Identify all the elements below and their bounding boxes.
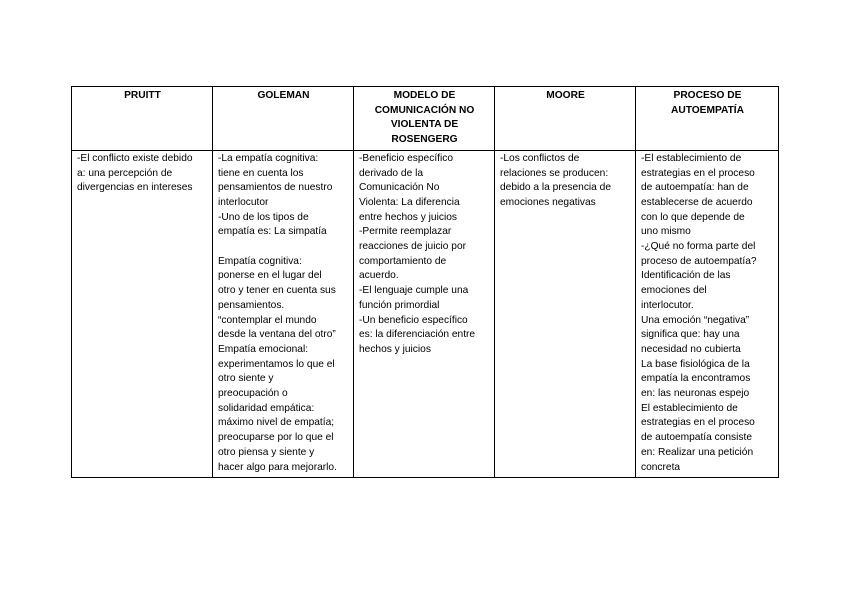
- cell-moore: [495, 150, 636, 477]
- cell-text-line: emociones negativas: [500, 196, 596, 208]
- cell-text-line: acuerdo.: [359, 270, 399, 282]
- cell-text-line: interlocutor.: [641, 299, 694, 311]
- cell-text-line: máximo nivel de empatía;: [218, 417, 335, 429]
- cell-text-line: ponerse en el lugar del: [218, 270, 322, 282]
- cell-text-line: solidaridad empática:: [218, 402, 315, 414]
- cell-text-line: hechos y juicios: [359, 343, 431, 355]
- cell-text-line: -Un beneficio específico: [359, 314, 468, 326]
- cell-text-line: otro siente y: [218, 373, 274, 385]
- cell-text-line: -Beneficio específico: [359, 152, 454, 164]
- cell-text-line: estrategias en el proceso: [641, 417, 755, 429]
- cell-text-line: estrategias en el proceso: [641, 167, 755, 179]
- cell-text-line: concreta: [641, 461, 681, 473]
- header-line: MODELO DE: [393, 90, 456, 101]
- cell-text-line: en: las neuronas espejo: [641, 388, 750, 400]
- cell-text-line: comportamiento de: [359, 255, 447, 267]
- cell-text-line: necesidad no cubierta: [641, 343, 741, 355]
- cell-text-line: divergencias en intereses: [77, 182, 193, 194]
- cell-text-line: hacer algo para mejorarlo.: [218, 461, 337, 473]
- header-line: PROCESO DE: [673, 90, 742, 101]
- cell-text-line: empatía la encontramos: [641, 373, 751, 385]
- cell-text-line: empatía es: La simpatía: [218, 226, 327, 238]
- header-row: [72, 87, 779, 151]
- cell-text-line: preocupación o: [218, 388, 288, 400]
- cell-text-line: función primordial: [359, 299, 440, 311]
- cell-text-line: El establecimiento de: [641, 402, 738, 414]
- cell-text-line: Empatía cognitiva:: [218, 255, 302, 267]
- cell-text-line: -El conflicto existe debido: [77, 152, 193, 164]
- cell-text-line: relaciones se producen:: [500, 167, 609, 179]
- cell-goleman: [213, 150, 354, 477]
- cell-text-line: preocuparse por lo que el: [218, 432, 334, 444]
- cell-text-line: tiene en cuenta los: [218, 167, 304, 179]
- header-line: GOLEMAN: [257, 90, 310, 101]
- cell-text-line: -¿Qué no forma parte del: [641, 241, 756, 253]
- cell-text-line: La base fisiológica de la: [641, 358, 750, 370]
- cell-text-line: interlocutor: [218, 196, 269, 208]
- cell-text-line: otro piensa y siente y: [218, 446, 315, 458]
- cell-text-line: Comunicación No: [359, 182, 440, 194]
- header-autoempatia: [636, 87, 779, 151]
- header-line: PRUITT: [124, 90, 161, 101]
- header-line: AUTOEMPATÍA: [670, 104, 744, 116]
- cell-autoempatia: [636, 150, 779, 477]
- cell-text-line: -Uno de los tipos de: [218, 211, 309, 223]
- cell-rosenberg-model: [354, 150, 495, 477]
- cell-text-line: desde la ventana del otro”: [218, 329, 336, 341]
- cell-text-line: emociones del: [641, 285, 707, 297]
- cell-text-line: otro y tener en cuenta sus: [218, 285, 336, 297]
- cell-text-line: derivado de la: [359, 167, 424, 179]
- cell-text-line: a: una percepción de: [77, 167, 173, 179]
- cell-text-line: con lo que depende de: [641, 211, 745, 223]
- comparison-table: [71, 86, 779, 478]
- cell-text-line: Empatía emocional:: [218, 343, 309, 355]
- cell-text-line: Identificación de las: [641, 270, 731, 282]
- cell-text-line: uno mismo: [641, 226, 691, 238]
- cell-text-line: Violenta: La diferencia: [359, 196, 460, 208]
- cell-text-line: significa que: hay una: [641, 329, 740, 341]
- cell-text-line: debido a la presencia de: [500, 182, 612, 194]
- cell-text-line: -Los conflictos de: [500, 152, 580, 164]
- header-line: MOORE: [546, 90, 585, 101]
- cell-text-line: pensamientos.: [218, 299, 285, 311]
- cell-text-line: experimentamos lo que el: [218, 358, 335, 370]
- header-moore: [495, 87, 636, 151]
- cell-text-line: pensamientos de nuestro: [218, 182, 333, 194]
- cell-text-line: proceso de autoempatía?: [641, 255, 757, 267]
- content-row: [72, 150, 779, 477]
- cell-text-line: reacciones de juicio por: [359, 241, 467, 253]
- header-line: COMUNICACIÓN NO: [374, 104, 475, 116]
- cell-text-line: -El lenguaje cumple una: [359, 285, 469, 297]
- header-rosenberg-model: [354, 87, 495, 151]
- cell-text-line: entre hechos y juicios: [359, 211, 457, 223]
- cell-text-line: de autoempatía consiste: [641, 432, 753, 444]
- cell-text-line: “contemplar el mundo: [218, 314, 317, 326]
- header-line: VIOLENTA DE: [390, 119, 459, 131]
- blank-line: [218, 240, 349, 255]
- cell-text-line: -Permite reemplazar: [359, 226, 452, 238]
- cell-pruitt: [72, 150, 213, 477]
- cell-text-line: es: la diferenciación entre: [359, 329, 476, 341]
- cell-text-line: de autoempatía: han de: [641, 182, 749, 194]
- cell-text-line: en: Realizar una petición: [641, 446, 754, 458]
- header-line: ROSENGERG: [391, 134, 458, 146]
- cell-text-line: -La empatía cognitiva:: [218, 152, 319, 164]
- cell-text-line: establecerse de acuerdo: [641, 196, 753, 208]
- header-goleman: [213, 87, 354, 151]
- header-pruitt: [72, 87, 213, 151]
- cell-text-line: Una emoción “negativa”: [641, 314, 750, 326]
- cell-text-line: -El establecimiento de: [641, 152, 742, 164]
